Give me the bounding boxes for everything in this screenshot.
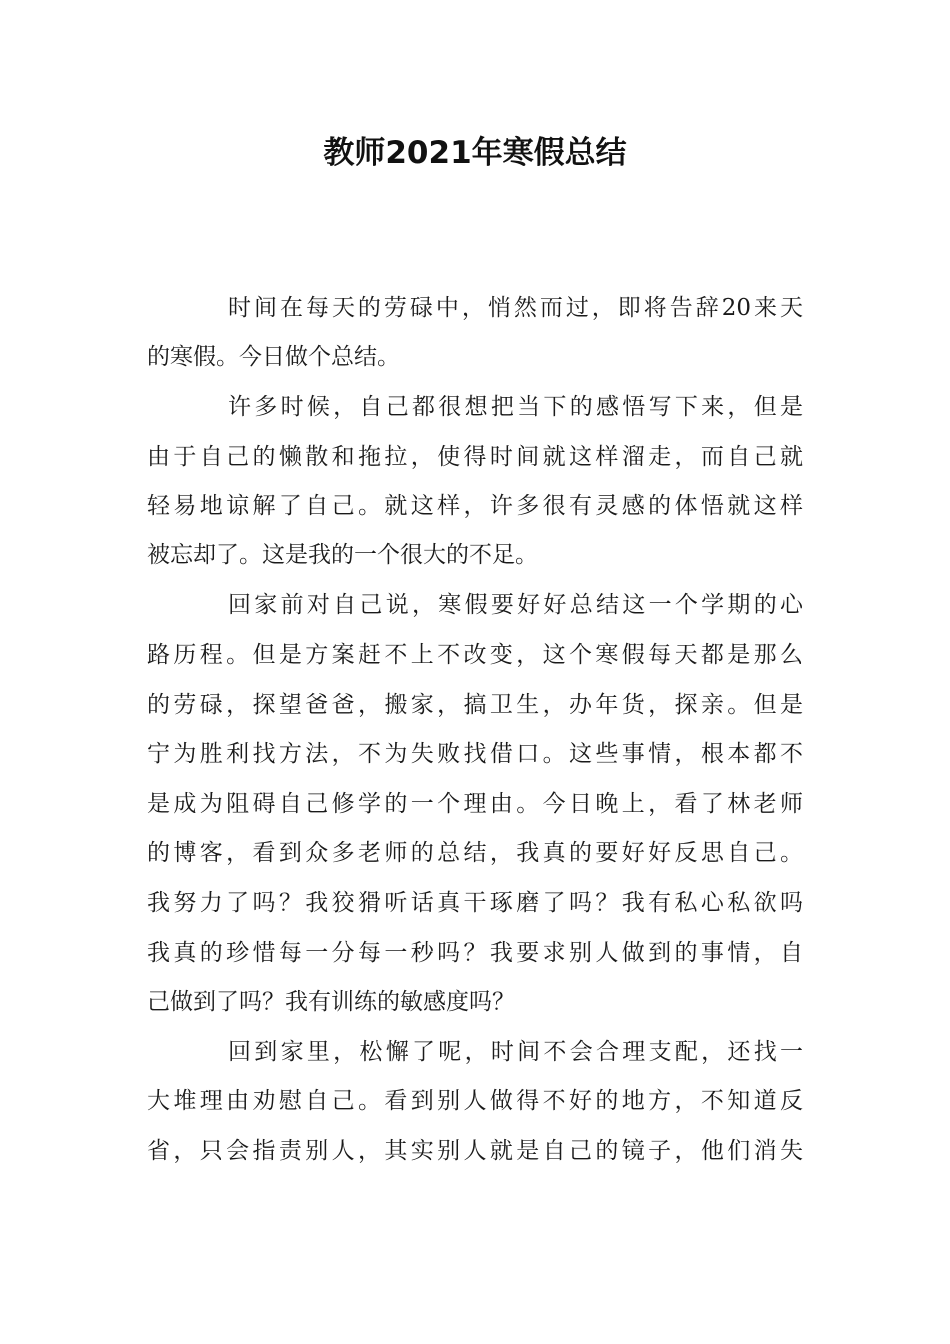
paragraph-1-line-1: 时间在每天的劳碌中，悄然而过，即将告辞20来天 <box>228 295 803 321</box>
paragraph-4-line-3: 省，只会指责别人，其实别人就是自己的镜子，他们消失 <box>147 1138 803 1164</box>
paragraph-4-line-2: 大堆理由劝慰自己。看到别人做得不好的地方，不知道反 <box>147 1088 803 1114</box>
paragraph-2-line-1: 许多时候，自己都很想把当下的感悟写下来，但是 <box>228 394 803 420</box>
paragraph-1-line-2: 的寒假。今日做个总结。 <box>147 344 400 370</box>
paragraph-3-line-3: 的劳碌，探望爸爸，搬家，搞卫生，办年货，探亲。但是 <box>147 692 803 718</box>
paragraph-3-line-5: 是成为阻碍自己修学的一个理由。今日晚上，看了林老师 <box>147 791 803 817</box>
document-title: 教师2021年寒假总结 <box>323 135 627 171</box>
paragraph-2-line-4: 被忘却了。这是我的一个很大的不足。 <box>147 542 538 568</box>
paragraph-4-line-1: 回到家里，松懈了呢，时间不会合理支配，还找一 <box>228 1039 803 1065</box>
paragraph-3-line-1: 回家前对自己说，寒假要好好总结这一个学期的心 <box>228 592 803 618</box>
paragraph-2-line-2: 由于自己的懒散和拖拉，使得时间就这样溜走，而自己就 <box>147 444 803 470</box>
paragraph-2-line-3: 轻易地谅解了自己。就这样，许多很有灵感的体悟就这样 <box>147 493 803 519</box>
paragraph-3-line-7: 我努力了吗？我狡猾听话真干琢磨了吗？我有私心私欲吗 <box>147 890 803 916</box>
paragraph-3-line-4: 宁为胜利找方法，不为失败找借口。这些事情，根本都不 <box>147 741 803 767</box>
paragraph-3-line-8: 我真的珍惜每一分每一秒吗？我要求别人做到的事情，自 <box>147 940 803 966</box>
paragraph-3-line-6: 的博客，看到众多老师的总结，我真的要好好反思自己。 <box>147 840 803 866</box>
paragraph-3-line-9: 己做到了吗？我有训练的敏感度吗？ <box>147 989 515 1015</box>
paragraph-3-line-2: 路历程。但是方案赶不上不改变，这个寒假每天都是那么 <box>147 642 803 668</box>
